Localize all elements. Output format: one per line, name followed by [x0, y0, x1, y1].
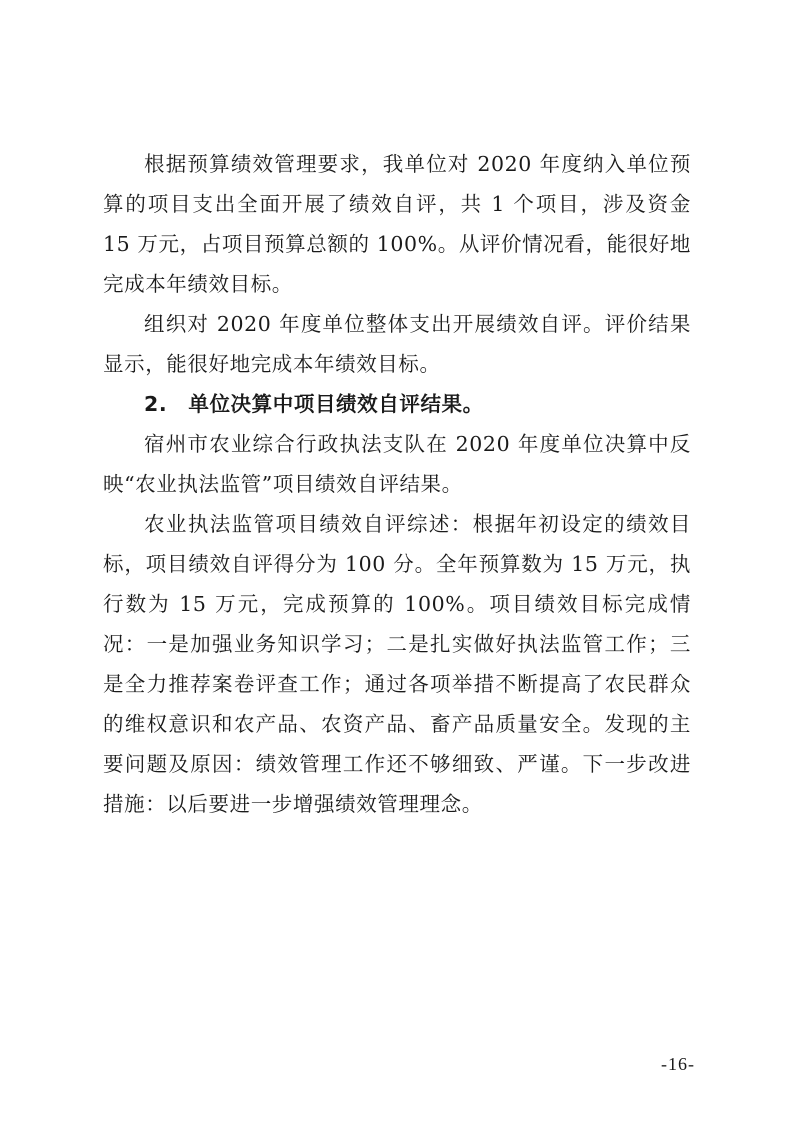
paragraph-overall-self-evaluation: 组织对 2020 年度单位整体支出开展绩效自评。评价结果显示，能很好地完成本年绩效目标。: [103, 312, 691, 376]
paragraph-section-intro: 宿州市农业综合行政执法支队在 2020 年度单位决算中反映“农业执法监管”项目绩效自评结果。: [103, 432, 691, 496]
paragraph-project-summary: 农业执法监管项目绩效自评综述：根据年初设定的绩效目标，项目绩效自评得分为 100 分。全年预算数为 15 万元，执行数为 15 万元，完成预算的 100%。项目绩效目标完成情况：一是加强业务知识学习；二是扎实做好执法监管工作；三是全力推荐案卷评查工作；通过各项举措不断提高了农民群众的维权意识和农产品、农资产品、畜产品质量安全。发现的主要问题及原因：绩效管理工作还不够细致、严谨。下一步改进措施：以后要进一步增强绩效管理理念。: [103, 512, 691, 816]
section-heading: 2. 单位决算中项目绩效自评结果。: [144, 392, 484, 416]
document-body: [103, 144, 691, 824]
paragraph-project-self-evaluation: 根据预算绩效管理要求，我单位对 2020 年度纳入单位预算的项目支出全面开展了绩效自评，共 1 个项目，涉及资金 15 万元，占项目预算总额的 100%。从评价情况看，能很好地完成本年绩效目标。: [103, 152, 691, 296]
page-number: -16-: [661, 1054, 695, 1074]
